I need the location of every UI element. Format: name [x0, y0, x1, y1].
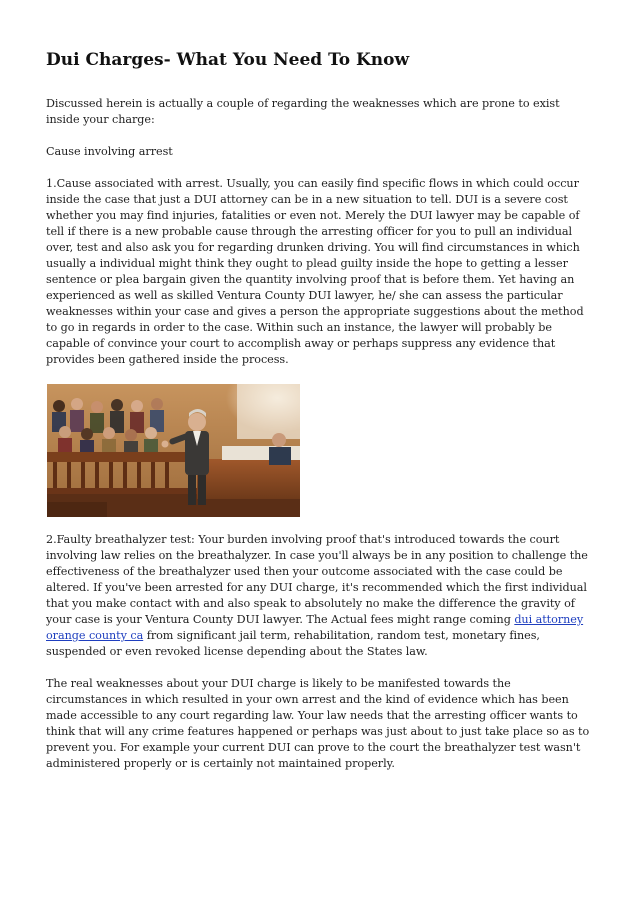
paragraph-faulty-breathalyzer — [46, 532, 594, 660]
paragraph-real-weaknesses: The real weaknesses about your DUI charge is likely to be manifested towards the circumstances in which resulted in your own arrest and the kind of evidence which has been made accessible to any court regarding law. Your law needs that the arresting officer wants to think that will any crime features happened or perhaps was just about to just take place so as to prevent you. For example your current DUI can prove to the court the breathalyzer test wasn't administered properly or is certainly not maintained properly. — [46, 677, 590, 770]
courtroom-photo — [47, 384, 300, 517]
paragraph-faulty-breathalyzer-text-end: from significant jail term, rehabilitation, random test, monetary fines, suspended or even revoked license depending about the States law. — [46, 629, 540, 658]
intro-paragraph: Discussed herein is actually a couple of regarding the weaknesses which are prone to exist inside your charge: — [46, 97, 560, 126]
paragraph-cause-of-arrest: 1.Cause associated with arrest. Usually, you can easily find specific flows in which could occur inside the case that just a DUI attorney can be in a new situation to tell. DUI is a severe cost whether you may find injuries, fatalities or even not. Merely the DUI lawyer may be capable of tell if there is a new probable cause through the arresting officer for you to pull an individual over, test and also ask you for regarding drunken driving. You will find circumstances in which usually a individual might think they ought to plead guilty inside the hope to getting a lesser sentence or plea bargain given the quantity involving proof that is before them. Yet having an experienced as well as skilled Ventura County DUI lawyer, he/ she can assess the particular weaknesses within your case and gives a person the appropriate suggestions about the method to go in regards in order to the case. Within such an instance, the lawyer will probably be capable of convince your court to accomplish away or perhaps suppress any evidence that provides been gathered inside the process. — [46, 177, 584, 366]
article-title: Dui Charges- What You Need To Know — [46, 50, 410, 70]
section-heading: Cause involving arrest — [46, 145, 173, 158]
dui-attorney-link[interactable]: dui attorney orange county ca — [46, 613, 584, 642]
paragraph-faulty-breathalyzer-text-start: 2.Faulty breathalyzer test: Your burden involving proof that's introduced towards the court involving law relies on the breathalyzer. In case you'll always be in any position to challenge the effectiveness of the breathalyzer used then your outcome associated with the case could be altered. If you've been arrested for any DUI charge, it's recommended which the first individual that you make contact with and also speak to absolutely no make the difference the gravity of your case is your Ventura County DUI lawyer. The Actual fees might range coming — [46, 533, 588, 626]
document-page — [46, 48, 594, 788]
